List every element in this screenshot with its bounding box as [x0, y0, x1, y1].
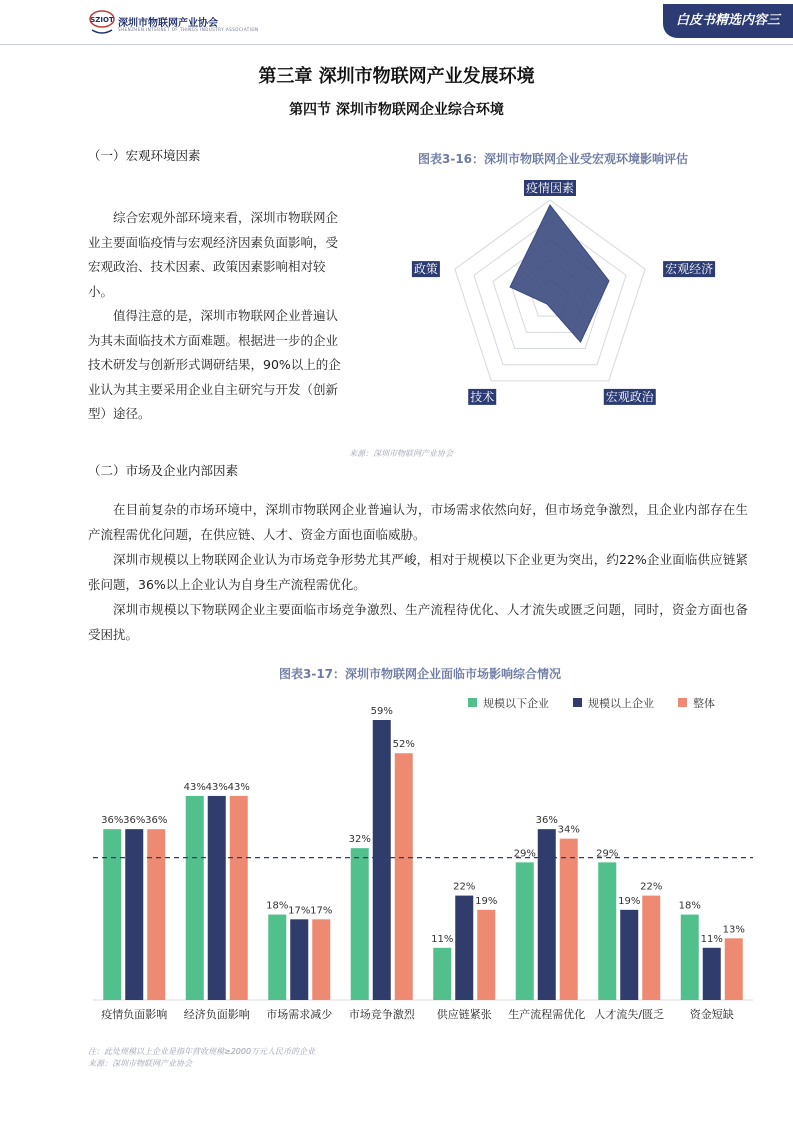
bar [560, 839, 578, 1000]
bar [455, 896, 473, 1000]
logo-mark-text: SZIOT [90, 16, 114, 24]
bar-data-label: 22% [640, 881, 663, 893]
bar-data-label: 18% [266, 900, 289, 912]
market-paragraph: 深圳市规模以下物联网企业主要面临市场竞争激烈、生产流程待优化、人才流失或匮乏问题，同时，资金方面也备受困扰。 [88, 602, 748, 642]
market-text [88, 497, 748, 647]
bar-data-label: 19% [475, 895, 498, 907]
bar-data-label: 17% [310, 905, 333, 917]
bar-note: 注：此处规模以上企业是指年营收规模≥2000万元人民币的企业 [88, 1047, 316, 1056]
bar [477, 910, 495, 1000]
radar-axis-label: 宏观政治 [605, 389, 654, 404]
bar [147, 829, 165, 1000]
bar-data-label: 43% [205, 781, 228, 793]
category-label: 市场需求减少 [266, 1008, 333, 1021]
radar-axis-label: 疫情因素 [525, 181, 575, 195]
category-label: 疫情负面影响 [101, 1008, 168, 1021]
bar [103, 829, 121, 1000]
bar-data-label: 36% [535, 815, 558, 827]
radar-axis-label: 政策 [413, 262, 438, 277]
bar [268, 915, 286, 1000]
header [0, 0, 793, 45]
macro-paragraph: 值得注意的是，深圳市物联网企业普遍认为其未面临技术方面难题。根据进一步的企业技术研发与创新形式调研结果，90%以上的企业认为其主要采用企业自主研究与开发（创新型）途径。 [88, 308, 341, 421]
radar-axis-label: 技术 [470, 389, 495, 404]
bar [125, 829, 143, 1000]
radar-chart [400, 180, 714, 440]
macro-paragraph: 综合宏观外部环境来看，深圳市物联网企业主要面临疫情与宏观经济因素负面影响，受宏观政治、技术因素、政策因素影响相对较小。 [88, 210, 339, 299]
legend-swatch [468, 698, 477, 707]
bar [395, 753, 413, 1000]
bar [186, 796, 204, 1000]
bar-source: 来源：深圳市物联网产业协会 [88, 1059, 192, 1068]
legend-label: 整体 [693, 697, 715, 710]
legend-label: 规模以上企业 [588, 697, 654, 710]
bar [230, 796, 248, 1000]
radar-title: 图表3-16：深圳市物联网企业受宏观环境影响评估 [418, 152, 689, 166]
bar [373, 720, 391, 1000]
macro-text [88, 206, 350, 427]
market-paragraph: 深圳市规模以上物联网企业认为市场竞争形势尤其严峻，相对于规模以下企业更为突出，约22%企业面临供应链紧张问题，36%以上企业认为自身生产流程需优化。 [88, 552, 748, 592]
legend-label: 规模以下企业 [483, 697, 549, 710]
market-heading: （二）市场及企业内部因素 [88, 463, 239, 478]
bar-title: 图表3-17：深圳市物联网企业面临市场影响综合情况 [279, 667, 562, 681]
bar-data-label: 22% [453, 881, 476, 893]
bar-data-label: 36% [145, 815, 168, 827]
bar [681, 915, 699, 1000]
bar [290, 919, 308, 1000]
legend-swatch [573, 698, 582, 707]
category-label: 资金短缺 [689, 1008, 734, 1021]
header-divider [0, 44, 793, 45]
legend-swatch [678, 698, 687, 707]
bar-data-label: 19% [618, 895, 641, 907]
bar [538, 829, 556, 1000]
org-name-en: SHENZHEN INTERNET OF THINGS INDUSTRY ASSOCIATION [118, 27, 259, 32]
category-label: 人才流失/匮乏 [594, 1008, 665, 1021]
bar-data-label: 29% [513, 848, 536, 860]
radar-source: 来源：深圳市物联网产业协会 [349, 449, 453, 458]
radar-axis-label: 宏观经济 [665, 262, 714, 277]
logo-icon [88, 8, 116, 38]
category-label: 经济负面影响 [183, 1008, 250, 1021]
chapter-title: 第三章 深圳市物联网产业发展环境 [258, 66, 535, 87]
market-paragraph: 在目前复杂的市场环境中，深圳市物联网企业普遍认为，市场需求依然向好，但市场竞争激烈，且企业内部存在生产流程需优化问题，在供应链、人才、资金方面也面临威胁。 [88, 502, 748, 542]
bar-data-label: 29% [596, 848, 619, 860]
bar [351, 848, 369, 1000]
section-title: 第四节 深圳市物联网企业综合环境 [289, 102, 504, 118]
bar-data-label: 43% [183, 781, 206, 793]
bar [620, 910, 638, 1000]
bar-data-label: 18% [678, 900, 701, 912]
bar-data-label: 11% [431, 933, 454, 945]
bar [703, 948, 721, 1000]
bar [516, 862, 534, 1000]
bar [433, 948, 451, 1000]
bar-data-label: 34% [557, 824, 580, 836]
bar [598, 862, 616, 1000]
bar [208, 796, 226, 1000]
org-name: 深圳市物联网产业协会 [118, 18, 218, 29]
bar-data-label: 36% [101, 815, 124, 827]
bar-data-label: 32% [348, 834, 371, 846]
bar-data-label: 17% [288, 905, 311, 917]
category-label: 市场竞争激烈 [348, 1008, 415, 1021]
bar-data-label: 13% [722, 924, 745, 936]
category-label: 供应链紧张 [436, 1008, 492, 1021]
bar-data-label: 36% [123, 815, 146, 827]
bar-data-label: 43% [227, 781, 250, 793]
bar-data-label: 11% [700, 933, 723, 945]
bar [312, 919, 330, 1000]
bar [725, 938, 743, 1000]
bar-data-label: 52% [392, 739, 415, 751]
bar [642, 896, 660, 1000]
bar-data-label: 59% [370, 706, 393, 717]
section-banner: 白皮书精选内容三 [663, 4, 793, 38]
category-label: 生产流程需优化 [508, 1008, 586, 1021]
macro-heading: （一）宏观环境因素 [88, 148, 201, 163]
bar-chart [88, 690, 768, 1030]
